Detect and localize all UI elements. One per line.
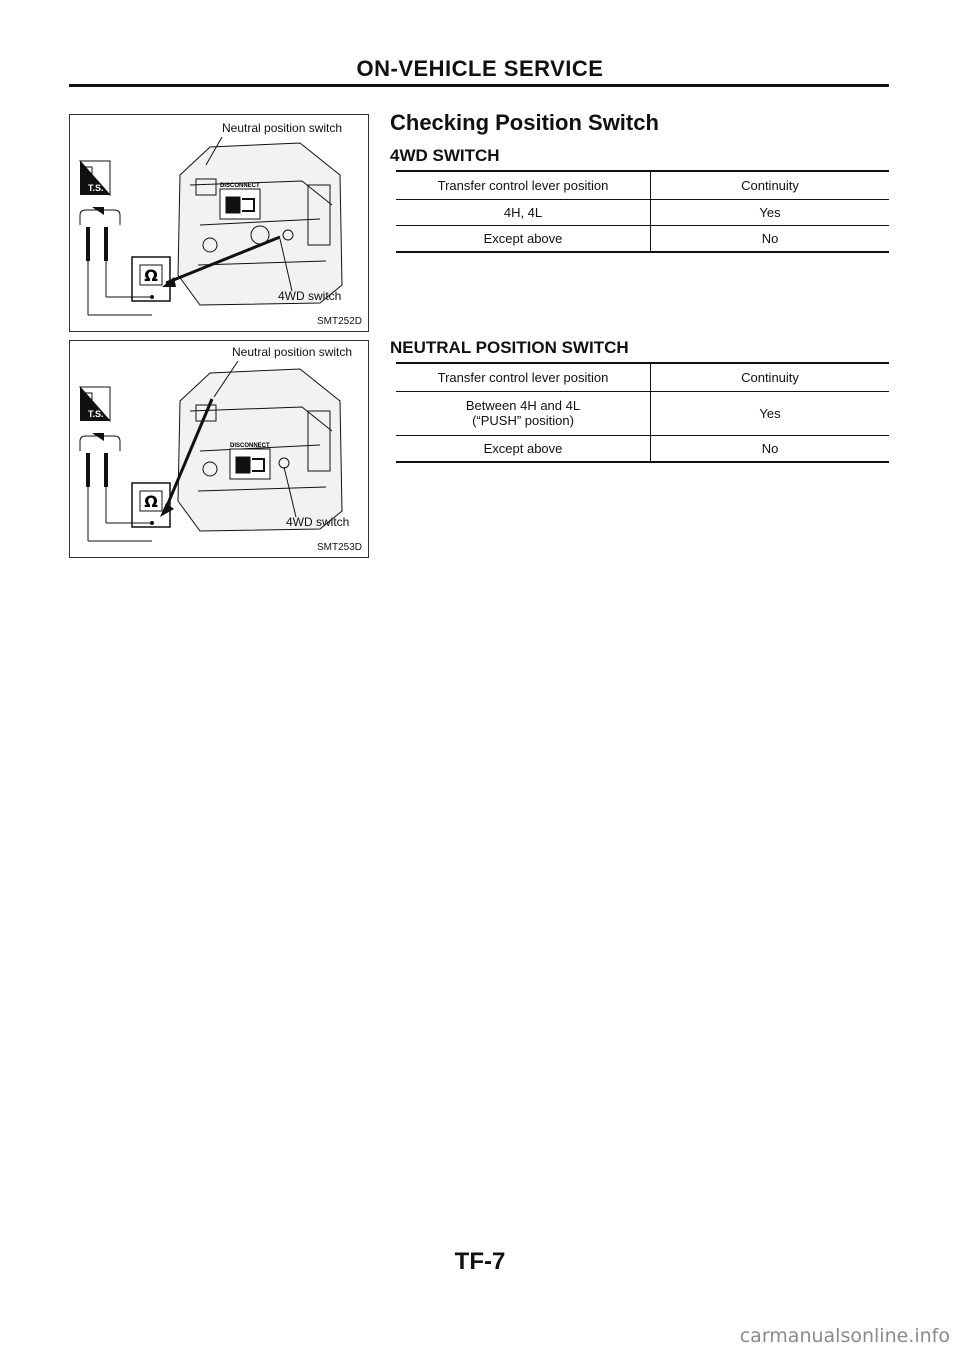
ohmmeter-icon xyxy=(132,257,170,301)
transfer-case-drawing xyxy=(162,137,342,305)
ohmmeter-icon xyxy=(132,483,170,527)
ts-badge-text: T.S. xyxy=(88,409,104,419)
callout-neutral-position-switch: Neutral position switch xyxy=(232,345,353,359)
callout-4wd-switch: 4WD switch xyxy=(286,515,350,529)
table-cell xyxy=(396,391,651,435)
table-header-cell: Continuity xyxy=(651,363,890,391)
ts-badge-icon xyxy=(80,387,110,421)
table-neutral-position-switch xyxy=(396,362,889,463)
ohm-symbol: Ω xyxy=(144,266,158,285)
table-row xyxy=(396,225,889,252)
table-cell: 4H, 4L xyxy=(396,199,651,225)
table-cell: No xyxy=(651,435,890,462)
header-divider xyxy=(69,84,889,87)
table-cell: Yes xyxy=(651,199,890,225)
table-header-cell: Continuity xyxy=(651,171,890,199)
figure-4wd-switch-check xyxy=(69,114,369,332)
table-header-cell: Transfer control lever position xyxy=(396,171,651,199)
table-cell: Except above xyxy=(396,225,651,252)
disconnect-label: DISCONNECT xyxy=(220,183,260,189)
table-4wd-switch xyxy=(396,170,889,253)
test-probe-icon xyxy=(80,207,152,315)
table-cell: No xyxy=(651,225,890,252)
section-title: Checking Position Switch xyxy=(390,110,659,135)
ts-badge-icon xyxy=(80,161,110,195)
table-header-row xyxy=(396,171,889,199)
table-header-cell: Transfer control lever position xyxy=(396,363,651,391)
watermark-text: carmanualsonline.info xyxy=(739,1325,950,1347)
table-cell: Except above xyxy=(396,435,651,462)
figure-neutral-switch-check xyxy=(69,340,369,558)
figure-label: SMT252D xyxy=(316,316,362,327)
subsection-title-4wd-switch: 4WD SWITCH xyxy=(390,146,500,165)
page-header-title: ON-VEHICLE SERVICE xyxy=(356,56,604,81)
table-cell: Yes xyxy=(651,391,890,435)
table-row xyxy=(396,435,889,462)
ohm-symbol: Ω xyxy=(144,492,158,511)
ts-badge-text: T.S. xyxy=(88,183,104,193)
callout-neutral-position-switch: Neutral position switch xyxy=(222,121,343,135)
table-row xyxy=(396,391,889,435)
callout-4wd-switch: 4WD switch xyxy=(278,289,342,303)
disconnect-label: DISCONNECT xyxy=(230,443,270,449)
subsection-title-neutral-position-switch: NEUTRAL POSITION SWITCH xyxy=(390,338,629,357)
figure-label: SMT253D xyxy=(316,542,362,553)
table-cell-line: (“PUSH” position) xyxy=(472,413,574,428)
page-number: TF-7 xyxy=(454,1248,506,1275)
table-header-row xyxy=(396,363,889,391)
test-probe-icon xyxy=(80,433,152,541)
table-row xyxy=(396,199,889,225)
table-cell-line: Between 4H and 4L xyxy=(465,398,581,413)
